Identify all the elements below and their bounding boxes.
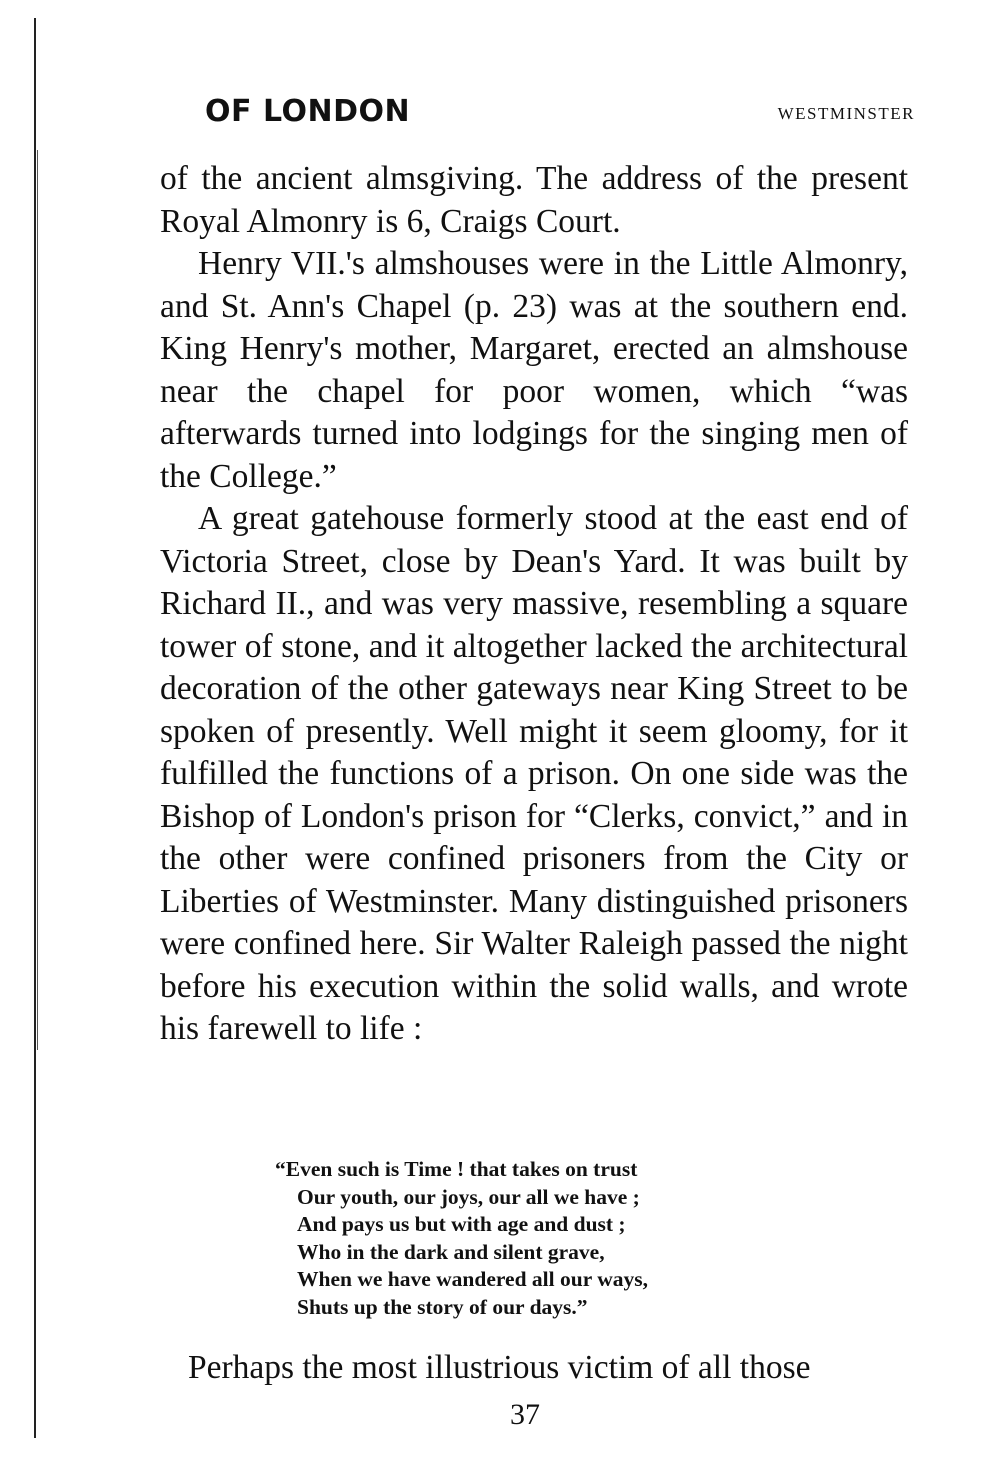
header-title: OF LONDON — [205, 94, 411, 129]
body-text — [160, 158, 908, 1051]
header-section: WESTMINSTER — [777, 104, 915, 123]
binding-edge-line-inner — [37, 150, 38, 1050]
paragraph-2: Henry VII.'s almshouses were in the Little Almonry, and St. Ann's Chapel (p. 23) was at the southern end. King Henry's mother, Margaret, erected an almshouse near the chapel for poor women, which “was afterwards turned into lodgings for the singing men of the College.” — [160, 245, 908, 495]
running-header — [205, 94, 915, 134]
page-number: 37 — [510, 1398, 540, 1431]
poem-line: And pays us but with age and dust ; — [297, 1212, 626, 1236]
poem-line: Who in the dark and silent grave, — [297, 1239, 605, 1264]
binding-edge-line — [34, 18, 36, 1438]
poem-line: Shuts up the story of our days.” — [297, 1294, 588, 1319]
poem-quote — [275, 1156, 815, 1321]
continuation-line: Perhaps the most illustrious victim of all those — [188, 1349, 811, 1386]
poem-line: When we have wandered all our ways, — [297, 1267, 648, 1291]
poem-line: Our youth, our joys, our all we have ; — [297, 1184, 640, 1209]
poem-line: “Even such is Time ! that takes on trust — [275, 1157, 638, 1181]
paragraph-1: of the ancient almsgiving. The address of the present Royal Almonry is 6, Craigs Court. — [160, 160, 908, 240]
paragraph-3: A great gatehouse formerly stood at the east end of Victoria Street, close by Dean's Yard. It was built by Richard II., and was very massive, resembling a square tower of stone, and it altogether lacked the architectural decoration of the other gateways near King Street to be spoken of presently. Well might it seem gloomy, for it fulfilled the functions of a prison. On one side was the Bishop of London's prison for “Clerks, convict,” and in the other were confined prisoners from the City or Liberties of Westminster. Many distinguished prisoners were confined here. Sir Walter Raleigh passed the night before his execution within the solid walls, and wrote his farewell to life : — [160, 500, 908, 1047]
